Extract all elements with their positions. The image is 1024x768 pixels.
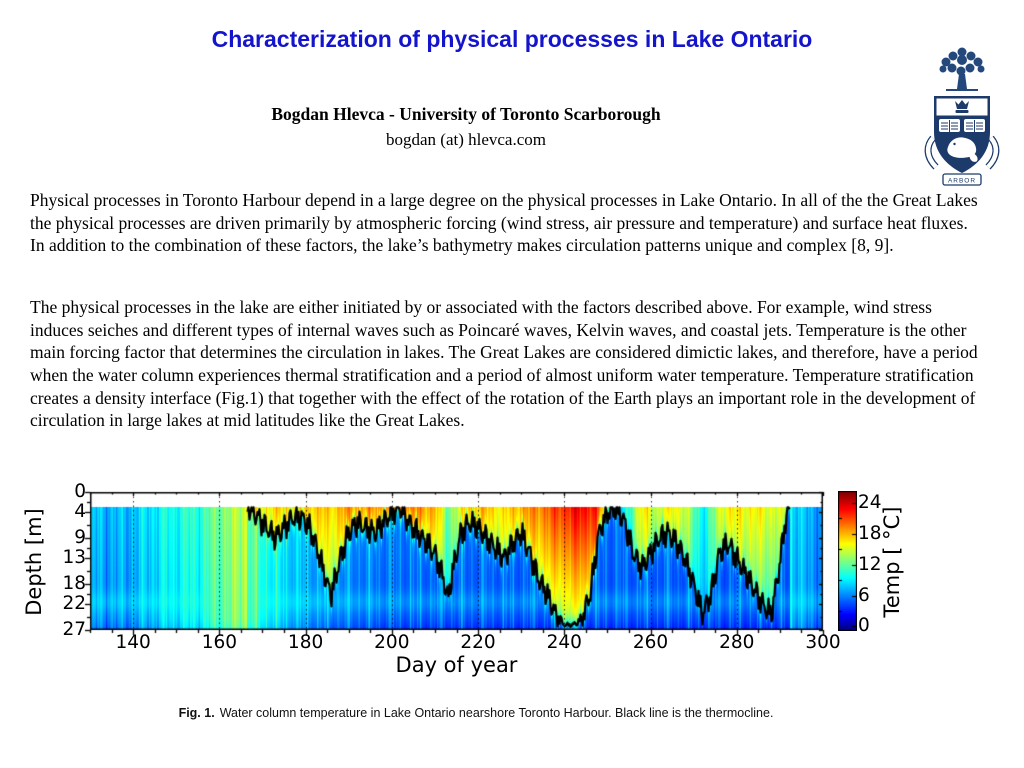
- processes-paragraph: The physical processes in the lake are either initiated by or associated with the factors described above. For example, wind stress induces seiches and different types of internal waves such as Poincaré waves, Kelvin waves, and coastal jets. Temperature is the other main forcing factor that determines the circulation in lakes. The Great Lakes are considered dimictic lakes, and therefore, have a period when the water column experiences thermal stratification and a period of almost uniform water temperature. Temperature stratification creates a density interface (Fig.1) that together with the effect of the rotation of the Earth plays an important role in the development of circulation in large lakes at mid latitudes like the Great Lakes.: [30, 297, 978, 431]
- colorbar-tick-label: 24: [858, 491, 882, 513]
- crest-motto-banner: [943, 174, 981, 185]
- x-tick-label: 200: [374, 632, 410, 653]
- colorbar: [838, 491, 857, 631]
- caption-figure-number: Fig. 1.: [178, 706, 215, 720]
- x-tick-label: 300: [805, 632, 841, 653]
- x-tick-label: 280: [719, 632, 755, 653]
- y-tick-label: 4: [74, 501, 86, 523]
- caption-text: Water column temperature in Lake Ontario nearshore Toronto Harbour. Black line is the thermocline.: [219, 706, 774, 720]
- x-tick-label: 140: [115, 632, 151, 653]
- y-tick-label: 18: [62, 573, 86, 594]
- y-tick-label: 22: [62, 593, 86, 615]
- author-email: bogdan (at) hlevca.com: [385, 130, 546, 149]
- day-axis-label: Day of year: [395, 653, 518, 677]
- y-tick-label: 13: [62, 547, 86, 569]
- crest-motto-text: ARBOR: [947, 177, 977, 185]
- temperature-heatmap-canvas: [82, 487, 842, 637]
- crest-tree: [940, 48, 985, 92]
- colorbar-tick-label: 18: [858, 522, 882, 544]
- y-tick-label: 9: [74, 527, 86, 548]
- figure-caption: [0, 706, 952, 720]
- depth-axis-label: Depth [m]: [22, 508, 46, 616]
- x-tick-label: 220: [460, 632, 496, 653]
- uoft-crest-logo: [924, 44, 1000, 194]
- y-tick-label: 27: [62, 619, 86, 640]
- colorbar-tick-label: 0: [858, 615, 870, 637]
- colorbar-tick-label: 12: [858, 553, 882, 575]
- author-name: Bogdan Hlevca - University of Toronto Scarborough: [271, 104, 661, 124]
- colorbar-axis-label: Temp [ °C]: [880, 506, 904, 618]
- x-tick-label: 260: [632, 632, 669, 653]
- colorbar-tick-label: 6: [858, 584, 870, 606]
- y-tick-label: 0: [74, 481, 86, 502]
- page-title: Characterization of physical processes in Lake Ontario: [211, 26, 813, 52]
- x-tick-label: 160: [201, 632, 237, 653]
- x-tick-label: 180: [287, 632, 324, 653]
- x-tick-label: 240: [546, 632, 582, 653]
- intro-paragraph: Physical processes in Toronto Harbour depend in a large degree on the physical processes in Lake Ontario. In all of the the Great Lakes the physical processes are driven primarily by atmospheric forcing (wind stress, air pressure and temperature) and surface heat fluxes. In addition to the combination of these factors, the lake’s bathymetry makes circulation patterns unique and complex [8, 9].: [30, 190, 978, 256]
